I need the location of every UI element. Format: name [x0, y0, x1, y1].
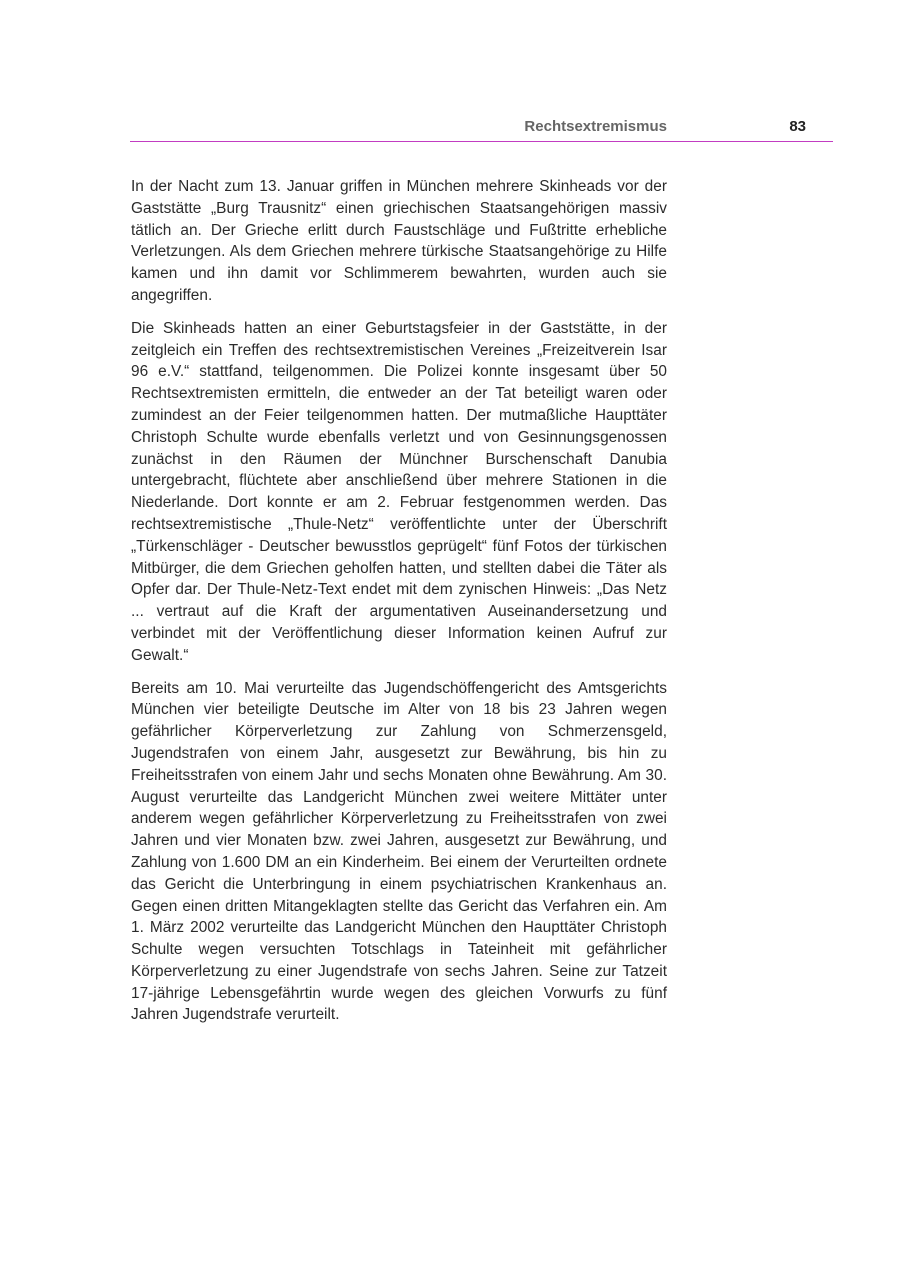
running-title: Rechtsextremismus: [524, 118, 667, 135]
page-header: [130, 116, 833, 142]
body-text: [131, 176, 667, 1037]
paragraph-verdicts: Bereits am 10. Mai verurteilte das Jugendschöffengericht des Amtsgerichts München vier beteiligte Deutsche im Alter von 18 bis 23 Jahren wegen gefährlicher Körperverletzung zur Zahlung von Schmerzensgeld, Jugendstrafen von einem Jahr, ausgesetzt zur Bewährung, bis hin zu Freiheitsstrafen von einem Jahr und sechs Monaten ohne Bewährung. Am 30. August verurteilte das Landgericht München zwei weitere Mittäter unter anderem wegen gefährlicher Körperverletzung zu Freiheitsstrafen von zwei Jahren und vier Monaten bzw. zwei Jahren, ausgesetzt zur Bewährung, und Zahlung von 1.600 DM an ein Kinderheim. Bei einem der Verurteilten ordnete das Gericht die Unterbringung in einem psychiatrischen Krankenhaus an. Gegen einen dritten Mitangeklagten stellte das Gericht das Verfahren ein. Am 1. März 2002 verurteilte das Landgericht München den Haupttäter Christoph Schulte wegen versuchten Totschlags in Tateinheit mit gefährlicher Körperverletzung zu einer Jugendstrafe von sechs Jahren. Seine zur Tatzeit 17-jährige Lebensgefährtin wurde wegen des gleichen Vorwurfs zu fünf Jahren Jugendstrafe verurteilt.: [131, 679, 667, 1024]
paragraph-investigation: Die Skinheads hatten an einer Geburtstagsfeier in der Gaststätte, in der zeitgleich ein Treffen des rechtsextremistischen Vereines „Freizeitverein Isar 96 e.V.“ stattfand, teilgenommen. Die Polizei konnte insgesamt über 50 Rechtsextremisten ermitteln, die entweder an der Tat beteiligt waren oder zumindest an der Feier teilgenommen hatten. Der mutmaßliche Haupttäter Christoph Schulte wurde ebenfalls verletzt und von Gesinnungsgenossen zunächst in den Räumen der Münchner Burschenschaft Danubia untergebracht, flüchtete aber anschließend über mehrere Stationen in die Niederlande. Dort konnte er am 2. Februar festgenommen werden. Das rechtsextremistische „Thule-Netz“ veröffentlichte unter der Überschrift „Türkenschläger - Deutscher bewusstlos geprügelt“ fünf Fotos der türkischen Mitbürger, die dem Griechen geholfen hatten, und stellten dabei die Täter als Opfer dar. Der Thule-Netz-Text endet mit dem zynischen Hinweis: „Das Netz ... vertraut auf die Kraft der argumentativen Auseinandersetzung und verbindet mit der Veröffentlichung dieser Information keinen Aufruf zur Gewalt.“: [131, 319, 667, 664]
paragraph-attack: In der Nacht zum 13. Januar griffen in München mehrere Skinheads vor der Gaststätte „Burg Trausnitz“ einen griechischen Staatsangehörigen massiv tätlich an. Der Grieche erlitt durch Faustschläge und Fußtritte erhebliche Verletzungen. Als dem Griechen mehrere türkische Staatsangehörige zu Hilfe kamen und ihn damit vor Schlimmerem bewahrten, wurden auch sie angegriffen.: [131, 178, 667, 304]
header-rule: [130, 141, 833, 142]
page-number: 83: [789, 118, 806, 135]
